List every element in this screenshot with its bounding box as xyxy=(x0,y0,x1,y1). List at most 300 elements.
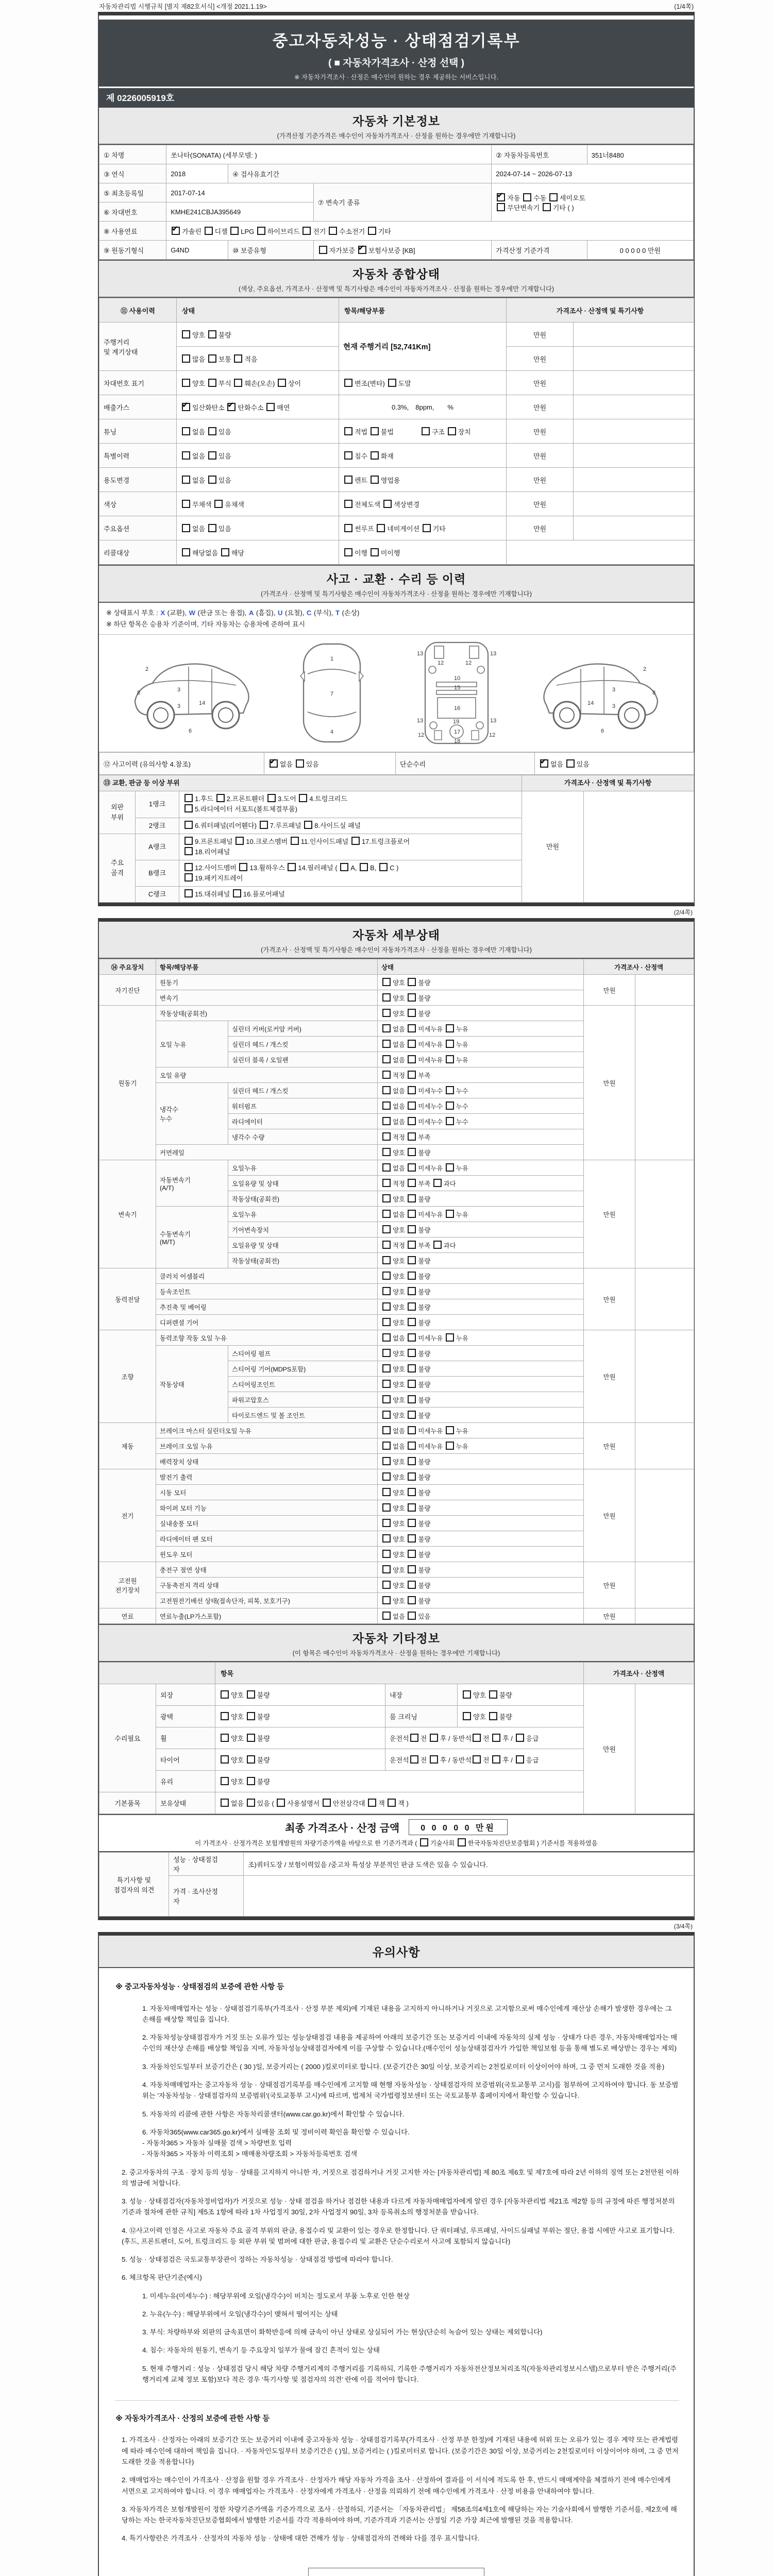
accident-history-row xyxy=(99,752,694,775)
checkbox[interactable] xyxy=(408,1241,416,1249)
table-cell: 가격산정 기준가격 xyxy=(492,241,587,260)
checkbox[interactable] xyxy=(382,993,391,1002)
checkbox[interactable] xyxy=(182,524,190,532)
checkbox[interactable] xyxy=(184,863,193,871)
checkbox[interactable] xyxy=(408,1550,416,1558)
notice-item: 4. 자동차매매업자는 중고자동차 성능 · 상태점검기록부를 매수인에게 고지할 때 현행 자동차성능 · 상태점검자의 보증범위(국토교통부 고시)를 첨부하여 고지하여야 합니다. 동 보증범위는 '자동차성능 · 상태점검자의 보증범위'(국토교통부 고시)에 따르며, 법제처 국가법령정보센터 또는 국토교통부 홈페이지에서 확인할 수 있습니다. xyxy=(142,2080,679,2100)
checkbox[interactable] xyxy=(184,873,193,882)
checkbox[interactable] xyxy=(351,837,360,845)
checkbox[interactable] xyxy=(382,1488,391,1496)
checkbox[interactable] xyxy=(448,427,456,435)
checkbox[interactable] xyxy=(382,1055,391,1063)
checkbox[interactable] xyxy=(382,1411,391,1419)
checkbox[interactable] xyxy=(382,1225,391,1233)
checkbox[interactable] xyxy=(408,1519,416,1527)
checkbox[interactable] xyxy=(408,1117,416,1125)
checkbox[interactable] xyxy=(172,227,180,235)
checkbox[interactable] xyxy=(446,1101,454,1110)
checkbox[interactable] xyxy=(408,1596,416,1604)
checkbox[interactable] xyxy=(382,1071,391,1079)
checkbox[interactable] xyxy=(408,978,416,986)
checkbox[interactable] xyxy=(247,1755,255,1764)
table-cell: 없음 미세누유 누유 xyxy=(378,1330,584,1346)
checkbox[interactable] xyxy=(344,476,352,484)
checkbox[interactable] xyxy=(270,759,278,768)
checkbox[interactable] xyxy=(382,1272,391,1280)
checkbox[interactable] xyxy=(208,330,216,338)
checkbox[interactable] xyxy=(382,1163,391,1172)
checkbox[interactable] xyxy=(257,227,265,235)
checkbox[interactable] xyxy=(382,1534,391,1543)
checkbox[interactable] xyxy=(230,227,239,235)
table-cell: 단순수리 xyxy=(396,753,535,775)
table-cell xyxy=(635,1330,694,1423)
table-cell: ⑦ 변속기 종류 xyxy=(313,183,492,222)
checkbox[interactable] xyxy=(382,1210,391,1218)
checkbox[interactable] xyxy=(382,1302,391,1311)
notice-item: 2. 중고자동차의 구조 · 장치 등의 성능 · 상태를 고지하지 아니한 자, 거짓으로 점검하거나 거짓 고지한 자는 [자동차관리법] 제 80조 제6호 및 제7호에 따라 2년 이하의 징역 또는 2천만원 이하의 벌금에 처합니다. xyxy=(122,2168,679,2187)
table-cell: 적정 부족 과다 xyxy=(378,1238,584,1253)
table-cell: 양호 불량 xyxy=(378,1500,584,1516)
checkbox[interactable] xyxy=(299,794,307,802)
checkbox[interactable] xyxy=(382,1241,391,1249)
checkbox[interactable] xyxy=(382,1009,391,1017)
table-cell: 양호 불량 xyxy=(378,1315,584,1330)
checkbox[interactable] xyxy=(239,863,247,871)
table-cell: 만원 xyxy=(584,1330,635,1423)
checkbox[interactable] xyxy=(382,1550,391,1558)
checkbox[interactable] xyxy=(382,1287,391,1295)
checkbox[interactable] xyxy=(344,427,352,435)
checkbox[interactable] xyxy=(408,1101,416,1110)
checkbox[interactable] xyxy=(182,354,190,363)
checkbox[interactable] xyxy=(408,1071,416,1079)
checkbox[interactable] xyxy=(247,1799,255,1807)
checkbox[interactable] xyxy=(371,451,379,460)
checkbox[interactable] xyxy=(360,863,368,871)
table-cell: G4ND xyxy=(166,241,228,260)
checkbox[interactable] xyxy=(382,1380,391,1388)
svg-text:8: 8 xyxy=(137,690,140,697)
checkbox[interactable] xyxy=(489,1690,497,1699)
checkbox[interactable] xyxy=(344,524,352,532)
table-cell: 기본품목 xyxy=(99,1792,156,1814)
checkbox[interactable] xyxy=(497,203,505,211)
table-cell: 양호 불량 xyxy=(378,1593,584,1608)
checkbox[interactable] xyxy=(430,1734,438,1742)
checkbox[interactable] xyxy=(433,1179,442,1187)
checkbox[interactable] xyxy=(543,203,551,211)
checkbox[interactable] xyxy=(382,1612,391,1620)
checkbox[interactable] xyxy=(182,451,190,460)
checkbox[interactable] xyxy=(184,794,193,802)
checkbox[interactable] xyxy=(408,1488,416,1496)
checkbox[interactable] xyxy=(247,1734,255,1742)
checkbox[interactable] xyxy=(233,889,241,897)
checkbox[interactable] xyxy=(408,1581,416,1589)
checkbox[interactable] xyxy=(408,1380,416,1388)
checkbox[interactable] xyxy=(382,1565,391,1573)
checkbox[interactable] xyxy=(182,476,190,484)
section-title: 유의사항 xyxy=(372,1945,421,1959)
checkbox[interactable] xyxy=(516,1755,524,1764)
checkbox[interactable] xyxy=(446,1024,454,1032)
table-cell: ⑧ 사용연료 xyxy=(99,222,166,241)
checkbox[interactable] xyxy=(446,1055,454,1063)
checkbox[interactable] xyxy=(489,1712,497,1720)
checkbox[interactable] xyxy=(408,1287,416,1295)
checkbox[interactable] xyxy=(182,500,190,508)
table-cell: 없음 미세누수 누수 xyxy=(378,1083,584,1098)
checkbox[interactable] xyxy=(221,1712,229,1720)
checkbox[interactable] xyxy=(382,1333,391,1342)
checkbox[interactable] xyxy=(182,548,190,556)
notice-item: 1. 자동차매매업자는 성능 · 상태점검기록부(가격조사 · 산정 부분 제외)에 기재된 내용을 고지하지 아니하거나 거짓으로 고지함으로써 매수인에게 재산상 손해가 발생한 경우에는 그 손해를 배상할 책임을 집니다. xyxy=(142,2004,672,2023)
table-cell: 양호 불량 xyxy=(378,1469,584,1485)
table-cell: 운전석 전 후 / 동반석 전 후 / 응급 xyxy=(385,1727,584,1749)
table-cell: 양호 불량 xyxy=(177,323,339,347)
checkbox[interactable] xyxy=(422,427,430,435)
table-cell: 없음 미세누수 누수 xyxy=(378,1114,584,1129)
checkbox[interactable] xyxy=(184,847,193,855)
checkbox[interactable] xyxy=(221,548,229,556)
checkbox[interactable] xyxy=(408,1503,416,1512)
checkbox[interactable] xyxy=(234,379,242,387)
table-cell: 2랭크 xyxy=(136,818,179,834)
car-side-right-view xyxy=(536,640,665,745)
checkbox[interactable] xyxy=(267,794,276,802)
checkbox[interactable] xyxy=(382,1040,391,1048)
checkbox[interactable] xyxy=(182,379,190,387)
table-cell: 상태 xyxy=(177,298,339,323)
checkbox[interactable] xyxy=(408,1565,416,1573)
vehicle-diagram xyxy=(99,635,694,752)
svg-text:2: 2 xyxy=(145,666,148,673)
checkbox[interactable] xyxy=(221,1777,229,1785)
table-cell: 특별이력 xyxy=(99,444,177,468)
checkbox[interactable] xyxy=(382,1179,391,1187)
checkbox[interactable] xyxy=(182,403,190,411)
final-price-label: 최종 가격조사 · 산정 금액 xyxy=(285,1823,400,1835)
checkbox[interactable] xyxy=(208,476,216,484)
checkbox[interactable] xyxy=(216,794,225,802)
table-cell: 무채색 유채색 xyxy=(177,492,339,516)
document-title: 중고자동차성능 · 상태점검기록부 xyxy=(272,32,520,50)
checkbox[interactable] xyxy=(492,1734,500,1742)
checkbox[interactable] xyxy=(408,1163,416,1172)
final-price-strip xyxy=(99,1814,694,1852)
checkbox[interactable] xyxy=(382,1472,391,1481)
checkbox[interactable] xyxy=(473,1734,481,1742)
checkbox[interactable] xyxy=(291,837,299,845)
checkbox[interactable] xyxy=(382,1148,391,1156)
table-cell: 작동상태(공회전) xyxy=(228,1191,378,1207)
checkbox[interactable] xyxy=(221,1799,229,1807)
checkbox[interactable] xyxy=(410,1755,418,1764)
checkbox[interactable] xyxy=(208,354,216,363)
table-cell: 휠 xyxy=(156,1727,215,1749)
checkbox[interactable] xyxy=(408,1395,416,1403)
checkbox[interactable] xyxy=(410,1734,418,1742)
table-cell: 원동기 xyxy=(99,1006,156,1160)
status-code: A xyxy=(248,609,254,617)
checkbox[interactable] xyxy=(288,863,296,871)
checkbox[interactable] xyxy=(382,1086,391,1094)
checkbox[interactable] xyxy=(408,1132,416,1141)
table-cell: 고전원전기배선 상태(접속단자, 피복, 보호기구) xyxy=(156,1593,378,1608)
table-cell: 양호 불량 xyxy=(215,1749,385,1771)
checkbox[interactable] xyxy=(408,1225,416,1233)
checkbox[interactable] xyxy=(408,1086,416,1094)
svg-text:1: 1 xyxy=(330,656,333,663)
checkbox[interactable] xyxy=(221,1755,229,1764)
svg-text:6: 6 xyxy=(188,728,192,735)
checkbox[interactable] xyxy=(382,1457,391,1465)
checkbox[interactable] xyxy=(408,1179,416,1187)
checkbox[interactable] xyxy=(377,524,385,532)
section-overall-state xyxy=(99,260,694,298)
table-cell: 2018 xyxy=(166,164,228,183)
checkbox[interactable] xyxy=(379,863,388,871)
checkbox[interactable] xyxy=(408,1040,416,1048)
table-cell xyxy=(635,1608,694,1624)
checkbox[interactable] xyxy=(408,1612,416,1620)
table-cell: ⑤ 최초등록일 xyxy=(99,183,166,202)
checkbox[interactable] xyxy=(184,821,193,829)
checkbox[interactable] xyxy=(247,1777,255,1785)
checkbox[interactable] xyxy=(304,821,312,829)
table-cell: 없음 미세누유 누유 xyxy=(378,1438,584,1454)
section-detail-state xyxy=(99,922,694,959)
checkbox[interactable] xyxy=(408,1210,416,1218)
checkbox[interactable] xyxy=(408,1472,416,1481)
checkbox[interactable] xyxy=(208,524,216,532)
table-cell: 보유상태 xyxy=(156,1792,215,1814)
checkbox[interactable] xyxy=(382,1132,391,1141)
table-cell: 가격조사 · 산정액 xyxy=(584,959,694,975)
table-cell: 오일누유 xyxy=(228,1207,378,1222)
checkbox[interactable] xyxy=(371,476,379,484)
checkbox[interactable] xyxy=(266,403,275,411)
legend-status-codes: ※ 상태표시 부호 : X (교환), W (판금 또는 용접), A (흠집), U (요철), C (부식), T (손상) xyxy=(106,609,360,617)
checkbox[interactable] xyxy=(221,1734,229,1742)
checkbox[interactable] xyxy=(382,1318,391,1326)
checkbox[interactable] xyxy=(247,1712,255,1720)
section-title: 자동차 기본정보 xyxy=(352,114,440,128)
checkbox[interactable] xyxy=(446,1117,454,1125)
checkbox[interactable] xyxy=(523,193,531,201)
table-cell xyxy=(574,395,694,419)
checkbox[interactable] xyxy=(566,759,575,768)
checkbox[interactable] xyxy=(516,1734,524,1742)
checkbox[interactable] xyxy=(247,1690,255,1699)
checkbox[interactable] xyxy=(208,379,216,387)
checkbox[interactable] xyxy=(446,1210,454,1218)
table-cell xyxy=(574,492,694,516)
checkbox[interactable] xyxy=(430,1755,438,1764)
checkbox[interactable] xyxy=(382,1503,391,1512)
checkbox[interactable] xyxy=(382,1442,391,1450)
table-cell: 만원 xyxy=(584,1268,635,1330)
checkbox[interactable] xyxy=(368,1799,376,1807)
table-cell: 양호 불량 xyxy=(378,1562,584,1578)
checkbox[interactable] xyxy=(446,1442,454,1450)
car-side-left-view xyxy=(128,640,257,745)
checkbox[interactable] xyxy=(184,837,193,845)
checkbox[interactable] xyxy=(408,1256,416,1264)
table-cell: 0.3%, 8ppm, % xyxy=(339,395,507,419)
checkbox[interactable] xyxy=(408,1148,416,1156)
final-price-note: 이 가격조사 · 산정가격은 보험개발원의 차량기준가액을 바탕으로 한 기준가격과 ( 기술사회 한국자동차진단보증협회 ) 기준서를 적용하였음 xyxy=(99,1838,694,1848)
table-cell: ✔ 없음 있음 xyxy=(535,753,694,775)
table-cell: 양호 불량 xyxy=(378,1408,584,1423)
checkbox[interactable] xyxy=(446,1333,454,1342)
checkbox[interactable] xyxy=(473,1755,481,1764)
checkbox[interactable] xyxy=(446,1163,454,1172)
status-code: U xyxy=(277,609,283,617)
checkbox[interactable] xyxy=(458,1838,466,1846)
table-cell: 양호 불량 xyxy=(378,1485,584,1500)
checkbox[interactable] xyxy=(260,821,268,829)
checkbox[interactable] xyxy=(382,1194,391,1202)
checkbox[interactable] xyxy=(344,500,352,508)
checkbox[interactable] xyxy=(344,548,352,556)
checkbox[interactable] xyxy=(388,379,396,387)
checkbox[interactable] xyxy=(408,1318,416,1326)
checkbox[interactable] xyxy=(371,427,379,435)
table-cell: 자기진단 xyxy=(99,975,156,1006)
checkbox[interactable] xyxy=(382,1256,391,1264)
checkbox[interactable] xyxy=(277,1799,285,1807)
checkbox[interactable] xyxy=(408,1534,416,1543)
checkbox[interactable] xyxy=(446,1426,454,1434)
table-cell: 12.사이드멤버 13.휠하우스 14.필러패널 ( A, B, C ) 19.패키지트레이 xyxy=(179,860,522,887)
checkbox[interactable] xyxy=(408,1426,416,1434)
checkbox[interactable] xyxy=(184,804,193,812)
checkbox[interactable] xyxy=(446,1086,454,1094)
checkbox[interactable] xyxy=(492,1755,500,1764)
checkbox[interactable] xyxy=(208,451,216,460)
checkbox[interactable] xyxy=(358,246,366,254)
checkbox[interactable] xyxy=(234,354,242,363)
table-cell: 없음 미세누수 누수 xyxy=(378,1098,584,1114)
form-regulation-note: 자동차관리법 시행규칙 [별지 제82호서식] <개정 2021.1.19> xyxy=(99,3,267,10)
checkbox[interactable] xyxy=(497,193,505,201)
checkbox[interactable] xyxy=(408,1272,416,1280)
checkbox[interactable] xyxy=(344,451,352,460)
checkbox[interactable] xyxy=(423,524,431,532)
checkbox[interactable] xyxy=(446,1040,454,1048)
checkbox[interactable] xyxy=(382,1596,391,1604)
checkbox[interactable] xyxy=(382,1117,391,1125)
checkbox[interactable] xyxy=(388,1799,396,1807)
pricing-definition xyxy=(120,2568,673,2576)
checkbox[interactable] xyxy=(340,863,348,871)
checkbox[interactable] xyxy=(382,1519,391,1527)
checkbox[interactable] xyxy=(382,1581,391,1589)
table-cell: 시동 모터 xyxy=(156,1485,378,1500)
checkbox[interactable] xyxy=(278,379,286,387)
checkbox[interactable] xyxy=(303,227,311,235)
checkbox[interactable] xyxy=(344,379,352,387)
checkbox[interactable] xyxy=(382,1101,391,1110)
checkbox[interactable] xyxy=(382,1024,391,1032)
checkbox[interactable] xyxy=(382,1349,391,1357)
checkbox[interactable] xyxy=(549,193,558,201)
svg-text:4: 4 xyxy=(330,729,333,736)
checkbox[interactable] xyxy=(408,1349,416,1357)
checkbox[interactable] xyxy=(368,227,376,235)
table-cell xyxy=(99,1663,215,1684)
checkbox[interactable] xyxy=(208,427,216,435)
checkbox[interactable] xyxy=(214,500,223,508)
checkbox[interactable] xyxy=(323,1799,331,1807)
checkbox[interactable] xyxy=(408,1457,416,1465)
checkbox[interactable] xyxy=(408,1024,416,1032)
checkbox[interactable] xyxy=(382,978,391,986)
checkbox[interactable] xyxy=(319,246,327,254)
table-cell: 만원 xyxy=(584,1469,635,1562)
checkbox[interactable] xyxy=(221,1690,229,1699)
checkbox[interactable] xyxy=(420,1838,428,1846)
checkbox[interactable] xyxy=(408,1442,416,1450)
section-subtitle: (가격조사 · 산정액 및 특기사항은 매수인이 자동차가격조사 · 산정을 원하는 경우에만 기재합니다) xyxy=(261,590,532,598)
checkbox[interactable] xyxy=(408,1009,416,1017)
table-cell: 와이퍼 모터 기능 xyxy=(156,1500,378,1516)
status-code: C xyxy=(307,609,312,617)
table-cell: 만원 xyxy=(507,323,574,347)
table-cell: 없음 있음 xyxy=(177,468,339,492)
checkbox[interactable] xyxy=(383,500,392,508)
checkbox[interactable] xyxy=(182,330,190,338)
checkbox[interactable] xyxy=(463,1712,471,1720)
checkbox[interactable] xyxy=(236,837,244,845)
checkbox[interactable] xyxy=(329,227,337,235)
checkbox[interactable] xyxy=(382,1426,391,1434)
section-title: 자동차 종합상태 xyxy=(352,267,440,281)
table-cell: 추진축 및 베어링 xyxy=(156,1299,378,1315)
checkbox[interactable] xyxy=(371,548,379,556)
notice-item: 4. 침수: 자동차의 원동기, 변속기 등 주요장치 일부가 물에 잠긴 흔적이 있는 상태 xyxy=(142,2346,380,2354)
page-marker-3: (3/4쪽) xyxy=(674,1923,693,1930)
checkbox[interactable] xyxy=(408,1194,416,1202)
checkbox[interactable] xyxy=(408,1411,416,1419)
checkbox[interactable] xyxy=(408,1302,416,1311)
notice-item: 3. 성능 · 상태점검자(자동차정비업자)가 거짓으로 성능 · 상태 점검을 하거나 점검한 내용과 다르게 자동차매매업자에게 알린 경우 [자동차관리법 제21조 제2항 등의 규정에 따른 행정처분의 기준과 절차에 관한 규칙] 제5조 1항에 따라 1차 사업정지 30일, 2차 사업정지 90일, 3차 등록취소의 행정처분을 받습니다. xyxy=(122,2197,675,2216)
checkbox[interactable] xyxy=(433,1241,442,1249)
table-cell: 성능 · 상태점검 자 xyxy=(169,1853,244,1876)
table-cell: 브레이크 마스터 실린더오일 누유 xyxy=(156,1423,378,1438)
checkbox[interactable] xyxy=(296,759,304,768)
checkbox[interactable] xyxy=(408,1364,416,1372)
table-cell xyxy=(574,323,694,347)
page-marker-1: (1/4쪽) xyxy=(674,3,694,10)
checkbox[interactable] xyxy=(463,1690,471,1699)
checkbox[interactable] xyxy=(382,1395,391,1403)
checkbox[interactable] xyxy=(382,1364,391,1372)
checkbox[interactable] xyxy=(408,1333,416,1342)
table-cell: 룸 크리닝 xyxy=(385,1706,458,1727)
checkbox[interactable] xyxy=(408,1055,416,1063)
checkbox[interactable] xyxy=(408,993,416,1002)
checkbox[interactable] xyxy=(205,227,213,235)
checkbox[interactable] xyxy=(227,403,236,411)
checkbox[interactable] xyxy=(184,889,193,897)
notice-item: 1. 미세누유(미세누수) : 해당부위에 오일(냉각수)이 비치는 정도로서 부품 노후로 인한 현상 xyxy=(142,2292,410,2300)
table-cell: 기어변속장치 xyxy=(228,1222,378,1238)
checkbox[interactable] xyxy=(540,759,548,768)
checkbox[interactable] xyxy=(182,427,190,435)
